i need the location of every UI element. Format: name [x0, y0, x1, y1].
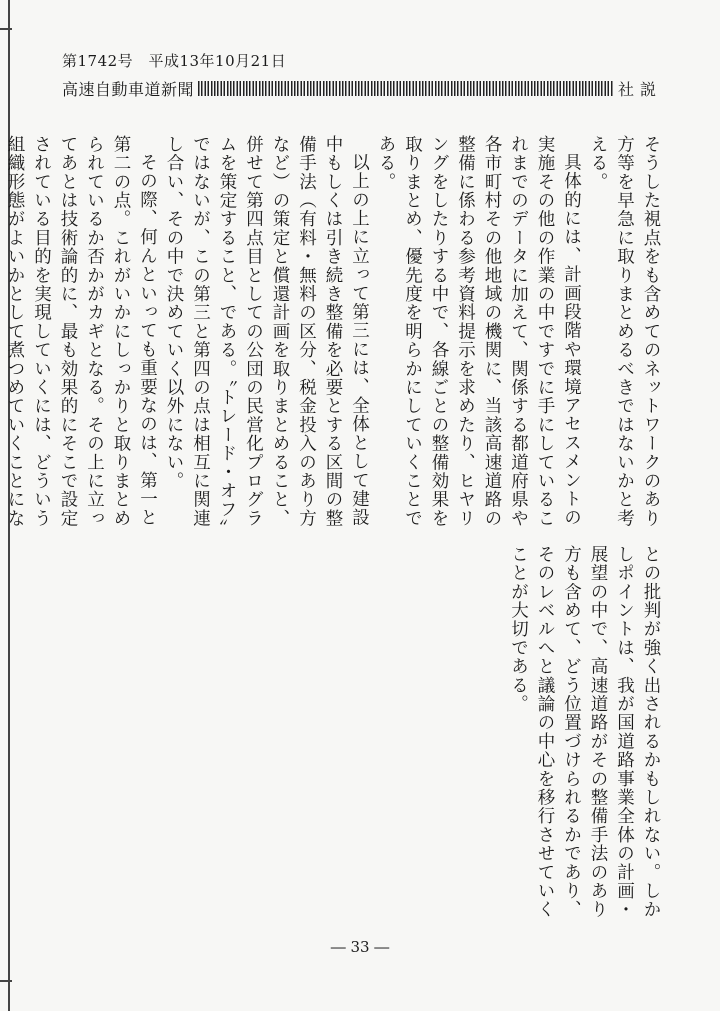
- issue-date: 平成13年10月21日: [148, 52, 287, 70]
- editorial-lower-column: [104, 545, 664, 925]
- binding-tick-bottom: [0, 980, 12, 982]
- paper-name: 高速自動車道新聞: [62, 79, 195, 99]
- paper-header-bar: [62, 76, 662, 100]
- paragraph: その際、何んといっても重要なのは、第一と第二の点。これがいかにしっかりと取りまとめられているか否かがカギとなる。その上に立ってあとは技術論的に、最も効果的にそこで設定されている目的を実現していくには、どういう組織形態がよいかとして煮つめていくことにな: [5, 135, 158, 528]
- paragraph: 以上の上に立って第三には、全体として建設中もしくは引き続き整備を必要とする区間の整備手法（有料・無料の区分、税金投入のあり方など）の策定と償還計画を取りまとめること、併せて第四点目としての公団の民営化プログラムを策定すること、である。〝トレード・オフ〟ではないが、この第三と第四の点は相互に関連し合い、その中で決めていく以外にない。: [164, 135, 370, 538]
- hatched-rule: [198, 81, 614, 96]
- paragraph: との批判が強く出されるかもしれない。しかしポイントは、我が国道路事業全体の計画・展望の中で、高速道路がその整備手法のあり方も含めて、どう位置づけられるかであり、そのレベルへと議論の中心を移行させていくことが大切である。: [508, 545, 661, 919]
- page-number: ― 33 ―: [330, 938, 390, 956]
- paragraph: そうした視点をも含めてのネットワークのあり方等を早急に取りまとめるべきではないかと考える。: [588, 135, 661, 528]
- editorial-upper-column: [5, 135, 664, 540]
- issue-number: 第1742号: [62, 52, 134, 70]
- paragraph: 具体的には、計画段階や環境アセスメントの実施その他の作業の中ですでに手にしているこれまでのデータに加えて、関係する都道府県や各市町村その他地域の機関に、当該高速道路の整備に係わる参考資料提示を求めたり、ヒヤリングをしたりする中で、各線ごとの整備効果を取りまとめ、優先度を明らかにしていくことである。: [376, 135, 582, 528]
- issue-line: [62, 50, 296, 71]
- section-label: 社説: [617, 79, 662, 99]
- binding-tick-top: [0, 28, 12, 30]
